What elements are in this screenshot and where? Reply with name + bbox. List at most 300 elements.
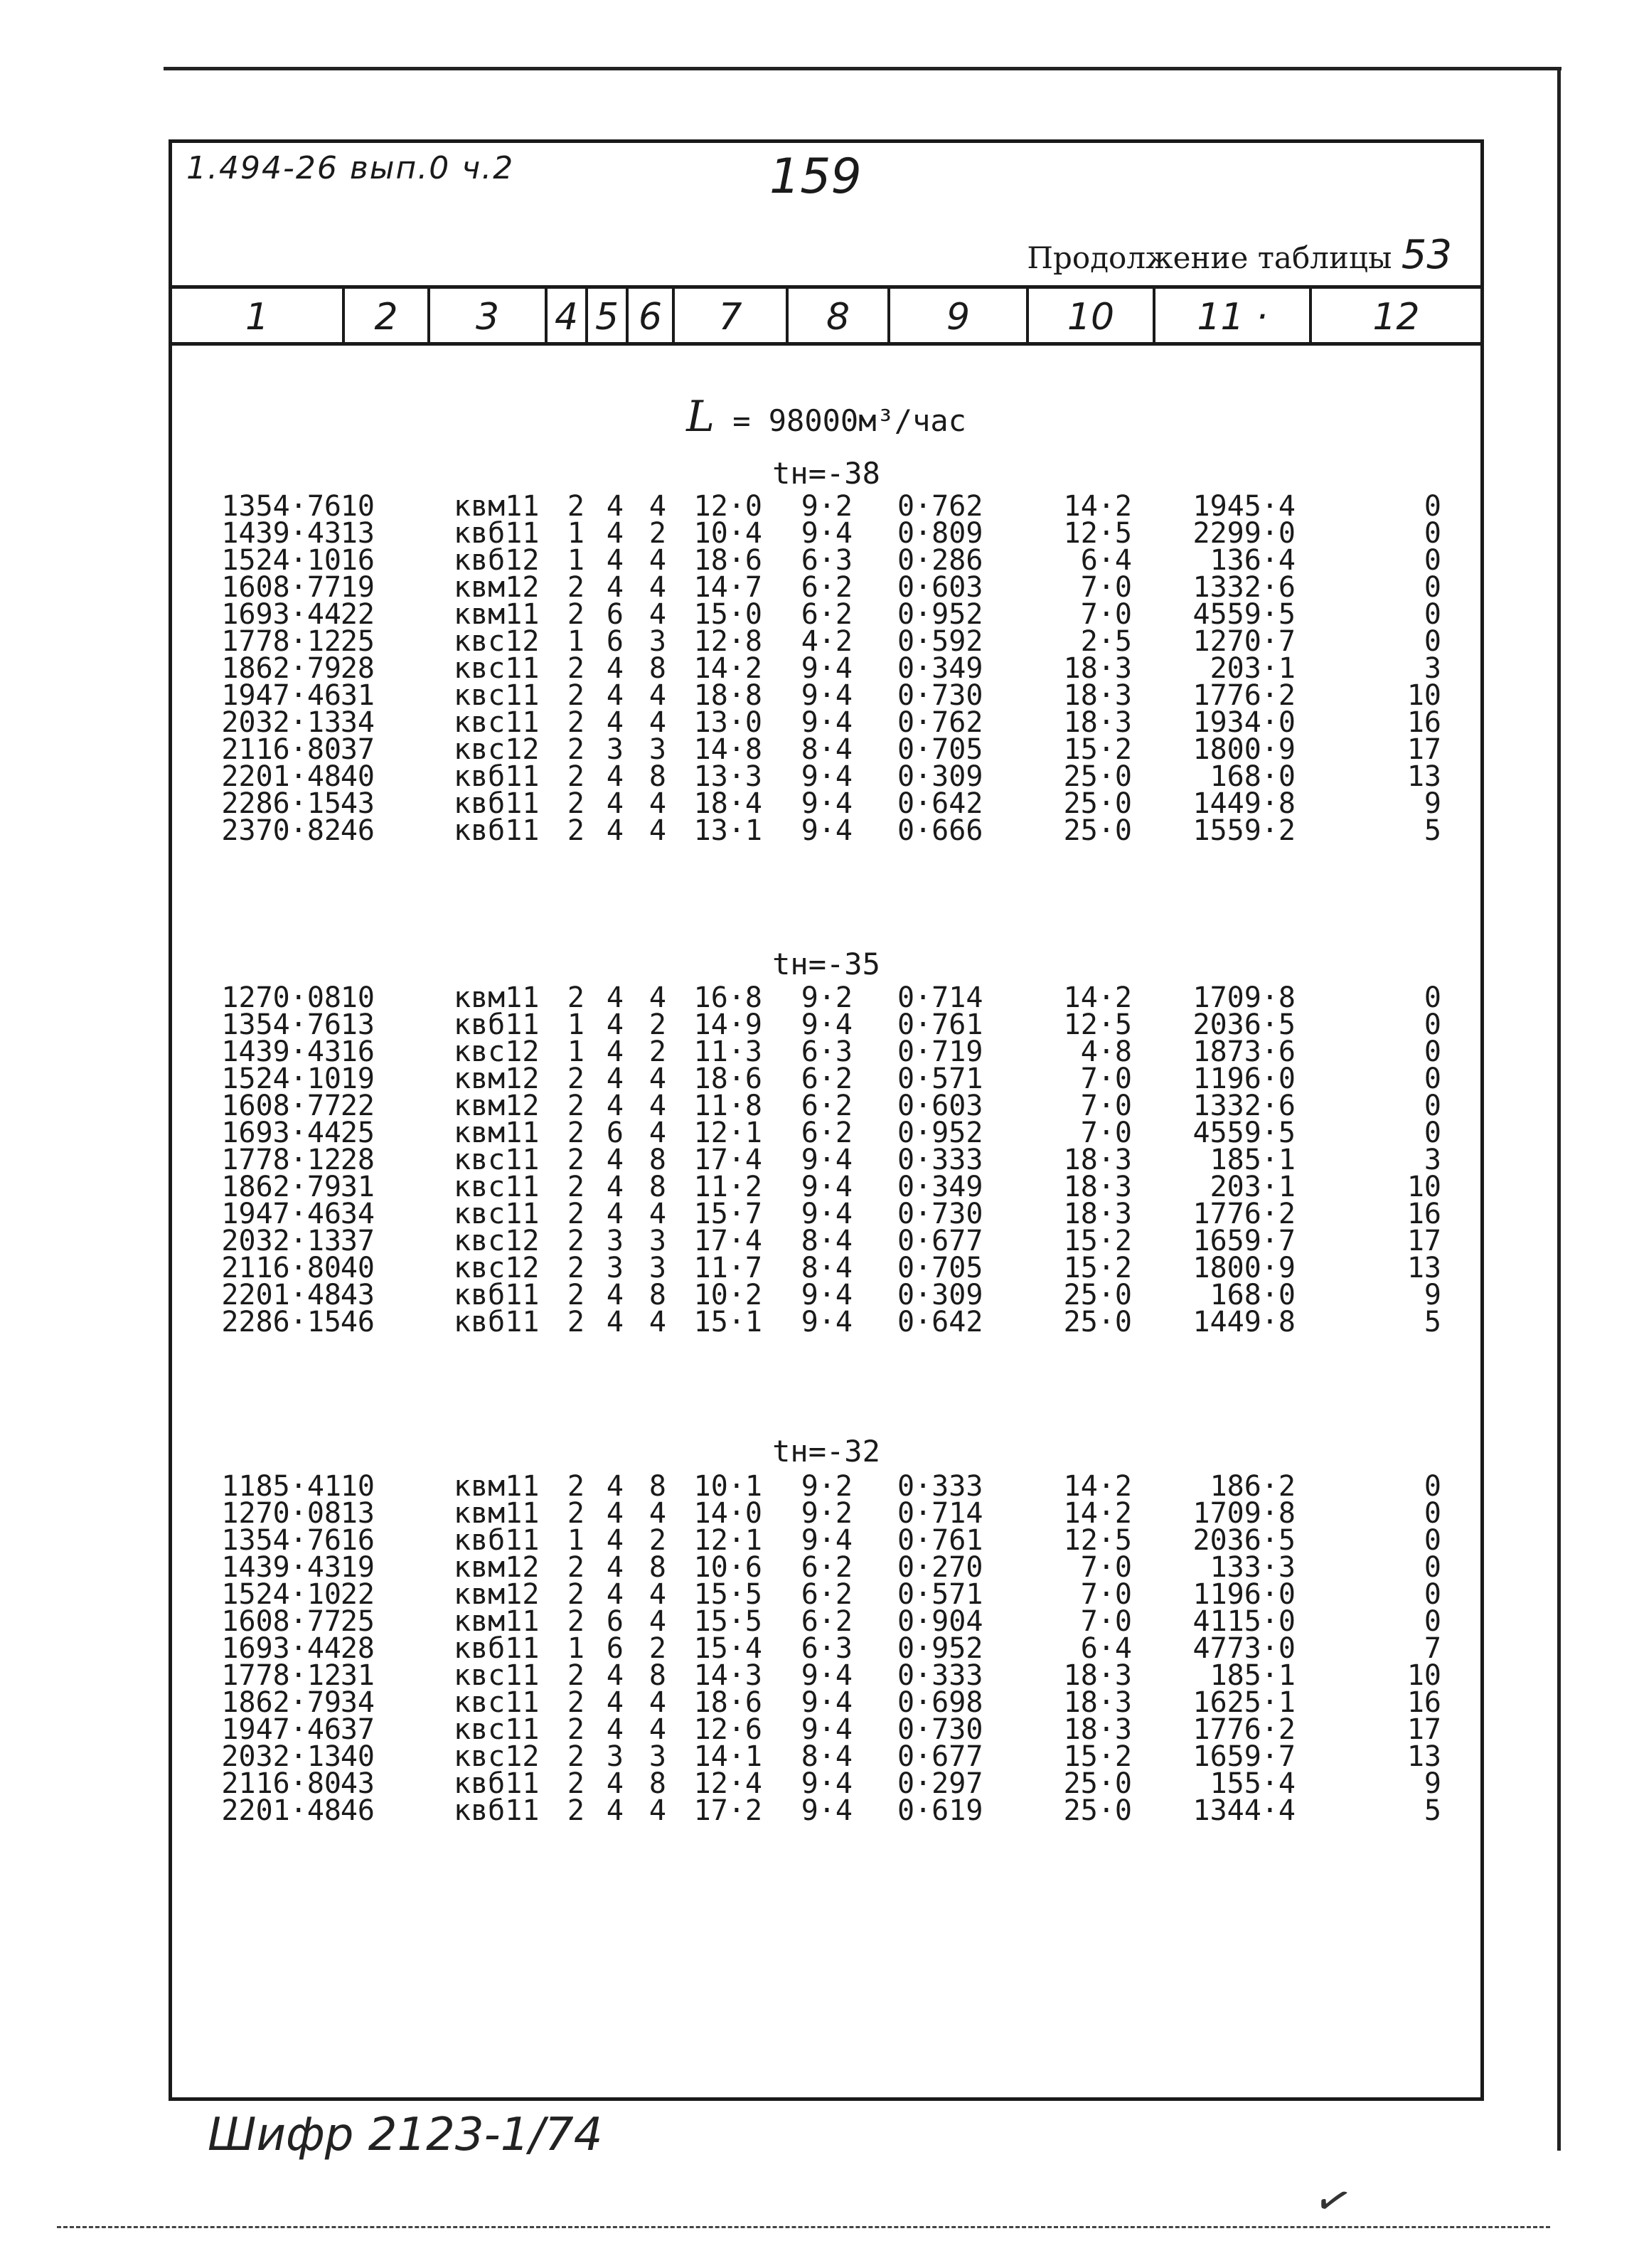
table-cell-col-7: 14·0 [693, 1497, 762, 1530]
table-cell-col-8: 9·2 [801, 490, 853, 523]
table-cell-col-1: 1185·41 [221, 1470, 341, 1503]
table-cell-col-6: 4 [648, 1090, 666, 1122]
table-cell-col-3: квс12 [454, 625, 540, 658]
frame-top-line [164, 67, 1561, 70]
page-number: 159 [769, 149, 862, 205]
table-cell-col-3: квс12 [454, 1035, 540, 1068]
table-cell-col-11: 1332·6 [1192, 571, 1296, 604]
table-cell-col-10: 18·3 [1063, 1198, 1132, 1230]
table-cell-col-11: 1659·7 [1192, 1225, 1296, 1257]
table-cell-col-6: 8 [648, 1551, 666, 1584]
table-cell-col-5: 4 [606, 1090, 624, 1122]
table-cell-col-4: 2 [567, 706, 584, 739]
table-cell-col-9: 0·592 [897, 625, 983, 658]
section-title: tн=-35 [772, 947, 880, 981]
table-cell-col-2: 28 [340, 1632, 375, 1665]
table-cell-col-3: квм11 [454, 598, 540, 631]
table-cell-col-1: 1608·77 [221, 571, 341, 604]
table-cell-col-4: 1 [567, 1524, 584, 1557]
table-cell-col-2: 34 [340, 706, 375, 739]
table-cell-col-10: 25·0 [1063, 1306, 1132, 1338]
table-row [172, 598, 1480, 631]
table-cell-col-4: 2 [567, 1767, 584, 1800]
table-cell-col-2: 16 [340, 1035, 375, 1068]
table-cell-col-1: 2116·80 [221, 733, 341, 766]
table-cell-col-6: 8 [648, 1767, 666, 1800]
table-cell-col-6: 3 [648, 1225, 666, 1257]
table-cell-col-12: 0 [1424, 1063, 1441, 1095]
table-cell-col-1: 1947·46 [221, 679, 341, 712]
table-cell-col-12: 0 [1424, 544, 1441, 577]
table-row [172, 544, 1480, 577]
table-row [172, 1171, 1480, 1203]
table-cell-col-7: 13·1 [693, 814, 762, 847]
table-row [172, 760, 1480, 793]
table-cell-col-9: 0·270 [897, 1551, 983, 1584]
caption-table-number: 53 [1401, 232, 1452, 278]
table-row [172, 1767, 1480, 1800]
table-cell-col-2: 40 [340, 760, 375, 793]
table-row [172, 652, 1480, 685]
table-cell-col-9: 0·705 [897, 733, 983, 766]
table-cell-col-12: 0 [1424, 1497, 1441, 1530]
table-cell-col-1: 1608·77 [221, 1605, 341, 1638]
table-cell-col-12: 0 [1424, 598, 1441, 631]
caption-text: Продолжение таблицы [1027, 240, 1392, 275]
table-cell-col-12: 0 [1424, 1605, 1441, 1638]
table-cell-col-12: 13 [1406, 760, 1441, 793]
column-header-3: 3 [430, 289, 548, 346]
table-cell-col-9: 0·952 [897, 1117, 983, 1149]
column-header-9: 9 [890, 289, 1029, 346]
table-cell-col-4: 1 [567, 1035, 584, 1068]
table-cell-col-2: 16 [340, 1524, 375, 1557]
table-cell-col-2: 25 [340, 1605, 375, 1638]
table-cell-col-10: 18·3 [1063, 1659, 1132, 1692]
table-cell-col-5: 4 [606, 1063, 624, 1095]
table-cell-col-1: 1524·10 [221, 544, 341, 577]
table-cell-col-1: 1947·46 [221, 1713, 341, 1746]
table-cell-col-5: 4 [606, 1713, 624, 1746]
table-cell-col-5: 4 [606, 1198, 624, 1230]
table-cell-col-10: 18·3 [1063, 706, 1132, 739]
table-cell-col-6: 4 [648, 814, 666, 847]
table-cell-col-10: 7·0 [1080, 598, 1132, 631]
table-cell-col-2: 43 [340, 1767, 375, 1800]
table-cell-col-6: 4 [648, 1578, 666, 1611]
table-cell-col-2: 25 [340, 1117, 375, 1149]
table-cell-col-1: 2201·48 [221, 1794, 341, 1827]
column-header-5: 5 [588, 289, 629, 346]
table-cell-col-6: 8 [648, 1171, 666, 1203]
table-cell-col-5: 4 [606, 490, 624, 523]
table-cell-col-2: 25 [340, 625, 375, 658]
table-cell-col-6: 4 [648, 1063, 666, 1095]
table-cell-col-11: 1449·8 [1192, 1306, 1296, 1338]
table-cell-col-4: 2 [567, 490, 584, 523]
table-cell-col-1: 1270·08 [221, 981, 341, 1014]
table-cell-col-4: 2 [567, 1279, 584, 1311]
flow-value: = 98000м³/час [732, 403, 966, 438]
table-cell-col-11: 1800·9 [1192, 733, 1296, 766]
table-row [172, 1090, 1480, 1122]
table-cell-col-8: 9·4 [801, 1306, 853, 1338]
column-header-1: 1 [172, 289, 345, 346]
table-cell-col-7: 15·5 [693, 1605, 762, 1638]
table-cell-col-7: 10·4 [693, 517, 762, 550]
table-cell-col-2: 40 [340, 1740, 375, 1773]
table-cell-col-1: 1778·12 [221, 1659, 341, 1692]
table-row [172, 1713, 1480, 1746]
table-cell-col-8: 9·2 [801, 981, 853, 1014]
table-cell-col-7: 15·1 [693, 1306, 762, 1338]
table-cell-col-3: квм12 [454, 571, 540, 604]
table-cell-col-9: 0·698 [897, 1686, 983, 1719]
table-cell-col-1: 1439·43 [221, 1035, 341, 1068]
table-cell-col-8: 8·4 [801, 733, 853, 766]
table-cell-col-8: 6·3 [801, 1035, 853, 1068]
table-cell-col-11: 1776·2 [1192, 1713, 1296, 1746]
table-cell-col-7: 12·1 [693, 1117, 762, 1149]
table-cell-col-12: 17 [1406, 1713, 1441, 1746]
table-cell-col-6: 2 [648, 1632, 666, 1665]
table-cell-col-4: 2 [567, 1659, 584, 1692]
table-cell-col-4: 2 [567, 1686, 584, 1719]
table-cell-col-1: 1354·76 [221, 490, 341, 523]
table-cell-col-11: 1344·4 [1192, 1794, 1296, 1827]
table-cell-col-9: 0·714 [897, 981, 983, 1014]
table-cell-col-2: 46 [340, 1794, 375, 1827]
table-cell-col-11: 1270·7 [1192, 625, 1296, 658]
table-cell-col-9: 0·666 [897, 814, 983, 847]
table-cell-col-6: 8 [648, 1659, 666, 1692]
table-cell-col-6: 4 [648, 1794, 666, 1827]
table-cell-col-10: 14·2 [1063, 981, 1132, 1014]
table-cell-col-5: 4 [606, 1171, 624, 1203]
table-cell-col-3: квс11 [454, 1659, 540, 1692]
table-cell-col-7: 18·6 [693, 544, 762, 577]
table-cell-col-6: 3 [648, 1252, 666, 1284]
table-row [172, 1008, 1480, 1041]
table-cell-col-5: 4 [606, 1306, 624, 1338]
table-cell-col-9: 0·719 [897, 1035, 983, 1068]
table-cell-col-9: 0·730 [897, 1198, 983, 1230]
table-row [172, 733, 1480, 766]
table-cell-col-12: 0 [1424, 1524, 1441, 1557]
table-cell-col-9: 0·333 [897, 1659, 983, 1692]
table-cell-col-6: 8 [648, 1279, 666, 1311]
column-header-10: 10 [1029, 289, 1155, 346]
table-cell-col-11: 185·1 [1210, 1659, 1296, 1692]
table-cell-col-4: 2 [567, 1497, 584, 1530]
table-cell-col-3: квс12 [454, 1252, 540, 1284]
table-cell-col-8: 6·2 [801, 1117, 853, 1149]
table-cell-col-5: 4 [606, 1470, 624, 1503]
table-cell-col-9: 0·952 [897, 598, 983, 631]
table-cell-col-4: 2 [567, 1090, 584, 1122]
table-cell-col-10: 18·3 [1063, 1144, 1132, 1176]
table-cell-col-1: 1862·79 [221, 652, 341, 685]
table-cell-col-7: 14·1 [693, 1740, 762, 1773]
table-cell-col-4: 2 [567, 1470, 584, 1503]
table-cell-col-5: 3 [606, 733, 624, 766]
table-cell-col-7: 18·6 [693, 1063, 762, 1095]
table-cell-col-1: 1354·76 [221, 1524, 341, 1557]
table-cell-col-7: 15·7 [693, 1198, 762, 1230]
table-cell-col-3: квм12 [454, 1090, 540, 1122]
table-cell-col-6: 4 [648, 981, 666, 1014]
table-cell-col-7: 12·4 [693, 1767, 762, 1800]
table-cell-col-7: 15·5 [693, 1578, 762, 1611]
table-cell-col-1: 2370·82 [221, 814, 341, 847]
table-cell-col-9: 0·642 [897, 1306, 983, 1338]
table-cell-col-8: 9·4 [801, 1008, 853, 1041]
table-cell-col-7: 18·6 [693, 1686, 762, 1719]
table-cell-col-5: 4 [606, 1794, 624, 1827]
table-cell-col-1: 2201·48 [221, 1279, 341, 1311]
table-cell-col-7: 14·2 [693, 652, 762, 685]
flow-symbol: L [686, 392, 715, 442]
table-cell-col-12: 3 [1424, 652, 1441, 685]
table-cell-col-11: 1873·6 [1192, 1035, 1296, 1068]
table-cell-col-7: 17·4 [693, 1144, 762, 1176]
table-cell-col-5: 4 [606, 1524, 624, 1557]
table-cell-col-10: 7·0 [1080, 1090, 1132, 1122]
table-row [172, 706, 1480, 739]
table-cell-col-2: 22 [340, 598, 375, 631]
table-cell-col-8: 9·4 [801, 787, 853, 820]
table-cell-col-4: 2 [567, 598, 584, 631]
table-cell-col-9: 0·333 [897, 1470, 983, 1503]
table-cell-col-3: квм11 [454, 1497, 540, 1530]
table-row [172, 1497, 1480, 1530]
table-cell-col-5: 3 [606, 1740, 624, 1773]
table-cell-col-6: 4 [648, 571, 666, 604]
table-cell-col-2: 13 [340, 1497, 375, 1530]
table-cell-col-12: 5 [1424, 1794, 1441, 1827]
table-cell-col-3: квб11 [454, 1794, 540, 1827]
table-cell-col-6: 8 [648, 1144, 666, 1176]
table-cell-col-12: 0 [1424, 571, 1441, 604]
table-cell-col-8: 9·4 [801, 1713, 853, 1746]
table-cell-col-12: 13 [1406, 1740, 1441, 1773]
table-cell-col-4: 2 [567, 787, 584, 820]
table-cell-col-7: 13·0 [693, 706, 762, 739]
table-cell-col-7: 17·4 [693, 1225, 762, 1257]
table-cell-col-3: квс11 [454, 679, 540, 712]
table-cell-col-11: 4773·0 [1192, 1632, 1296, 1665]
table-cell-col-6: 4 [648, 1117, 666, 1149]
table-cell-col-12: 0 [1424, 1117, 1441, 1149]
table-cell-col-9: 0·571 [897, 1063, 983, 1095]
table-cell-col-8: 9·4 [801, 1198, 853, 1230]
table-cell-col-4: 2 [567, 1063, 584, 1095]
table-row [172, 679, 1480, 712]
table-cell-col-7: 16·8 [693, 981, 762, 1014]
table-cell-col-11: 2036·5 [1192, 1524, 1296, 1557]
table-cell-col-9: 0·677 [897, 1740, 983, 1773]
table-cell-col-11: 4559·5 [1192, 1117, 1296, 1149]
column-header-12: 12 [1372, 296, 1420, 339]
table-row [172, 1524, 1480, 1557]
table-cell-col-1: 2201·48 [221, 760, 341, 793]
table-cell-col-5: 4 [606, 706, 624, 739]
table-cell-col-10: 25·0 [1063, 1279, 1132, 1311]
table-cell-col-3: квб11 [454, 787, 540, 820]
table-cell-col-6: 4 [648, 1605, 666, 1638]
table-cell-col-8: 9·2 [801, 1497, 853, 1530]
table-cell-col-4: 2 [567, 1171, 584, 1203]
table-cell-col-5: 4 [606, 1551, 624, 1584]
table-cell-col-11: 2036·5 [1192, 1008, 1296, 1041]
table-cell-col-9: 0·809 [897, 517, 983, 550]
table-cell-col-12: 5 [1424, 1306, 1441, 1338]
table-cell-col-3: квм11 [454, 490, 540, 523]
table-cell-col-8: 6·2 [801, 598, 853, 631]
table-cell-col-3: квс11 [454, 652, 540, 685]
table-cell-col-11: 186·2 [1210, 1470, 1296, 1503]
table-cell-col-10: 15·2 [1063, 733, 1132, 766]
table-cell-col-3: квс12 [454, 1225, 540, 1257]
table-cell-col-12: 0 [1424, 1578, 1441, 1611]
table-cell-col-11: 1945·4 [1192, 490, 1296, 523]
table-cell-col-11: 1659·7 [1192, 1740, 1296, 1773]
table-cell-col-8: 9·4 [801, 517, 853, 550]
table-cell-col-9: 0·297 [897, 1767, 983, 1800]
table-cell-col-11: 136·4 [1210, 544, 1296, 577]
table-cell-col-5: 4 [606, 1144, 624, 1176]
table-cell-col-5: 4 [606, 1035, 624, 1068]
table-cell-col-2: 10 [340, 981, 375, 1014]
table-cell-col-11: 1776·2 [1192, 679, 1296, 712]
table-cell-col-4: 2 [567, 981, 584, 1014]
table-cell-col-4: 1 [567, 517, 584, 550]
table-cell-col-2: 10 [340, 490, 375, 523]
table-cell-col-8: 8·4 [801, 1252, 853, 1284]
table-row [172, 1035, 1480, 1068]
table-cell-col-2: 10 [340, 1470, 375, 1503]
table-cell-col-11: 168·0 [1210, 1279, 1296, 1311]
table-cell-col-2: 40 [340, 1252, 375, 1284]
table-cell-col-11: 203·1 [1210, 1171, 1296, 1203]
table-cell-col-3: квб11 [454, 760, 540, 793]
table-row [172, 1551, 1480, 1584]
table-cell-col-1: 1778·12 [221, 625, 341, 658]
table-cell-col-10: 7·0 [1080, 571, 1132, 604]
document-sheet [169, 139, 1484, 2101]
table-cell-col-1: 1862·79 [221, 1686, 341, 1719]
table-cell-col-12: 9 [1424, 1767, 1441, 1800]
table-cell-col-4: 2 [567, 1794, 584, 1827]
table-cell-col-6: 4 [648, 490, 666, 523]
table-cell-col-9: 0·677 [897, 1225, 983, 1257]
table-cell-col-10: 18·3 [1063, 679, 1132, 712]
table-cell-col-4: 2 [567, 733, 584, 766]
table-cell-col-10: 7·0 [1080, 1063, 1132, 1095]
table-cell-col-8: 6·2 [801, 1063, 853, 1095]
table-cell-col-8: 6·2 [801, 571, 853, 604]
table-cell-col-2: 37 [340, 1713, 375, 1746]
table-cell-col-1: 1439·43 [221, 517, 341, 550]
column-header-2: 2 [345, 289, 430, 346]
table-cell-col-8: 6·3 [801, 544, 853, 577]
table-cell-col-2: 37 [340, 1225, 375, 1257]
table-cell-col-7: 11·8 [693, 1090, 762, 1122]
table-cell-col-11: 133·3 [1210, 1551, 1296, 1584]
table-cell-col-12: 9 [1424, 787, 1441, 820]
table-cell-col-11: 1800·9 [1192, 1252, 1296, 1284]
table-cell-col-2: 31 [340, 1171, 375, 1203]
table-cell-col-2: 13 [340, 1008, 375, 1041]
table-cell-col-4: 2 [567, 1198, 584, 1230]
table-cell-col-9: 0·761 [897, 1008, 983, 1041]
table-cell-col-4: 2 [567, 814, 584, 847]
table-cell-col-10: 7·0 [1080, 1117, 1132, 1149]
table-cell-col-10: 18·3 [1063, 1686, 1132, 1719]
table-cell-col-2: 34 [340, 1686, 375, 1719]
table-cell-col-9: 0·730 [897, 1713, 983, 1746]
table-cell-col-1: 1862·79 [221, 1171, 341, 1203]
table-cell-col-5: 3 [606, 1225, 624, 1257]
table-cell-col-9: 0·705 [897, 1252, 983, 1284]
table-cell-col-6: 2 [648, 1008, 666, 1041]
table-cell-col-7: 15·4 [693, 1632, 762, 1665]
table-cell-col-9: 0·642 [897, 787, 983, 820]
table-cell-col-5: 4 [606, 571, 624, 604]
table-cell-col-8: 6·2 [801, 1090, 853, 1122]
table-cell-col-10: 25·0 [1063, 1794, 1132, 1827]
table-cell-col-3: квб12 [454, 544, 540, 577]
table-cell-col-5: 4 [606, 679, 624, 712]
table-cell-col-5: 4 [606, 760, 624, 793]
table-cell-col-7: 17·2 [693, 1794, 762, 1827]
section-title: tн=-38 [772, 456, 880, 491]
table-cell-col-4: 1 [567, 544, 584, 577]
table-cell-col-11: 4115·0 [1192, 1605, 1296, 1638]
table-cell-col-2: 34 [340, 1198, 375, 1230]
table-cell-col-4: 1 [567, 1632, 584, 1665]
table-cell-col-8: 8·4 [801, 1225, 853, 1257]
table-cell-col-5: 4 [606, 1497, 624, 1530]
table-cell-col-8: 9·4 [801, 706, 853, 739]
table-cell-col-3: квс11 [454, 706, 540, 739]
table-cell-col-10: 14·2 [1063, 490, 1132, 523]
table-cell-col-2: 43 [340, 1279, 375, 1311]
table-cell-col-12: 0 [1424, 1090, 1441, 1122]
table-row [172, 1306, 1480, 1338]
table-cell-col-7: 14·7 [693, 571, 762, 604]
table-cell-col-6: 4 [648, 679, 666, 712]
table-cell-col-1: 2032·13 [221, 1225, 341, 1257]
table-cell-col-6: 2 [648, 517, 666, 550]
table-cell-col-3: квс12 [454, 733, 540, 766]
table-cell-col-6: 4 [648, 787, 666, 820]
table-cell-col-3: квб11 [454, 1008, 540, 1041]
table-cell-col-7: 10·2 [693, 1279, 762, 1311]
table-cell-col-10: 4·8 [1080, 1035, 1132, 1068]
table-cell-col-3: квб11 [454, 517, 540, 550]
table-cell-col-8: 6·3 [801, 1632, 853, 1665]
table-cell-col-7: 12·8 [693, 625, 762, 658]
table-cell-col-12: 16 [1406, 1198, 1441, 1230]
table-cell-col-8: 9·4 [801, 679, 853, 712]
table-cell-col-7: 10·6 [693, 1551, 762, 1584]
table-cell-col-10: 7·0 [1080, 1551, 1132, 1584]
table-cell-col-6: 3 [648, 733, 666, 766]
table-cell-col-10: 7·0 [1080, 1605, 1132, 1638]
table-cell-col-9: 0·309 [897, 760, 983, 793]
table-cell-col-8: 9·4 [801, 652, 853, 685]
